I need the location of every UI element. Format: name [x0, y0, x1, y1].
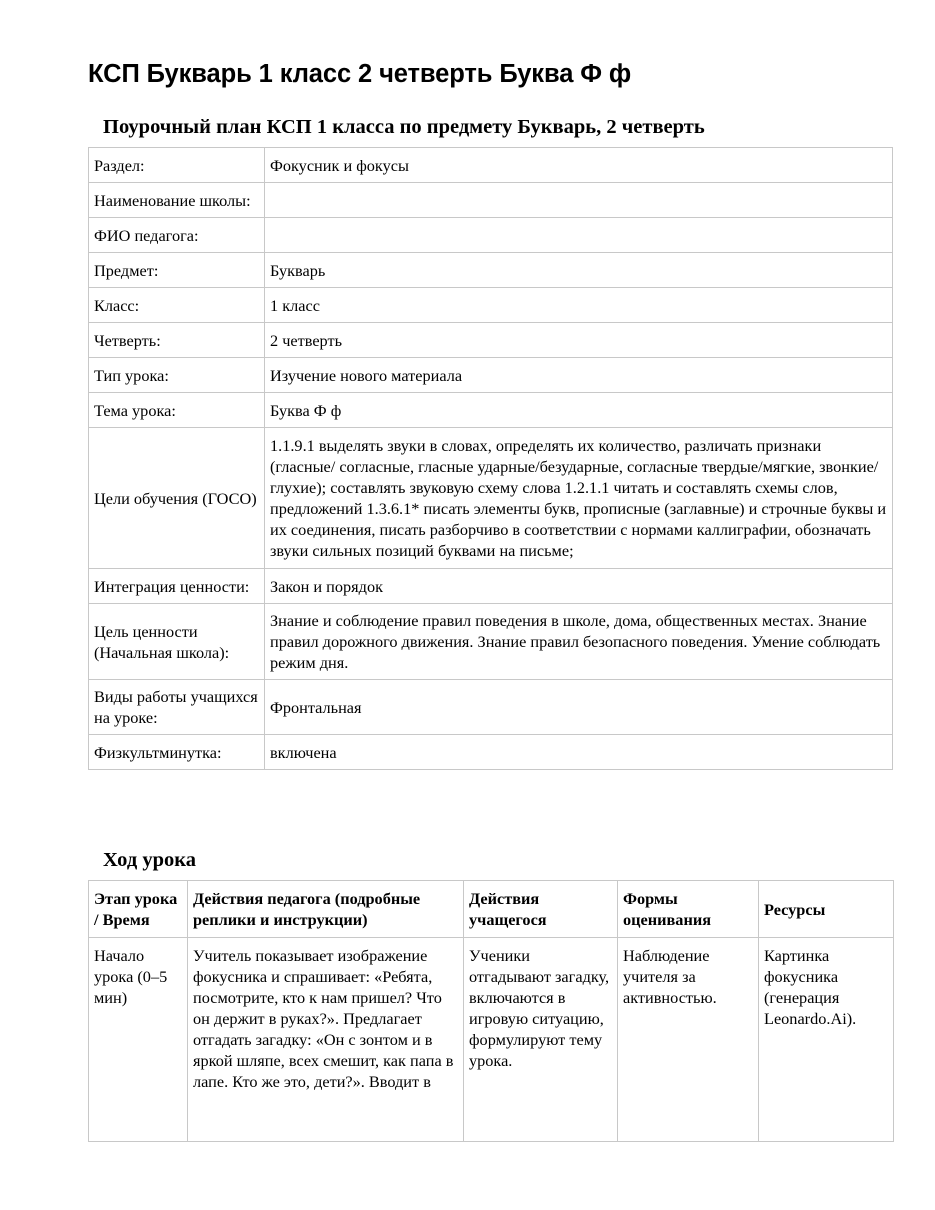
teacher-actions-cell: [188, 938, 464, 1142]
info-value: Закон и порядок: [265, 569, 893, 604]
header-teacher-actions: Действия педагога (подробные реплики и инструкции): [188, 881, 464, 938]
info-label: ФИО педагога:: [89, 218, 265, 253]
info-value: 1 класс: [265, 288, 893, 323]
info-value: [265, 218, 893, 253]
student-actions-cell: [464, 938, 618, 1142]
info-value: Фронтальная: [265, 680, 893, 735]
table-row: [89, 358, 893, 393]
table-row: [89, 735, 893, 770]
stage-text: Начало урока (0–5 мин): [94, 946, 168, 1007]
table-row: [89, 148, 893, 183]
table-row: [89, 183, 893, 218]
table-row: [89, 680, 893, 735]
info-label: Интеграция ценности:: [89, 569, 265, 604]
table-row: [89, 218, 893, 253]
info-label: Цели обучения (ГОСО): [89, 428, 265, 569]
lesson-progress-table: [88, 880, 894, 1142]
lesson-table-header-row: [89, 881, 894, 938]
info-value: включена: [265, 735, 893, 770]
info-label: Тип урока:: [89, 358, 265, 393]
info-label: Тема урока:: [89, 393, 265, 428]
header-resources: Ресурсы: [759, 881, 894, 938]
header-assessment: Формы оценивания: [618, 881, 759, 938]
header-stage: Этап урока / Время: [89, 881, 188, 938]
info-value: Изучение нового материала: [265, 358, 893, 393]
resources-text: Картинка фокусника (генерация Leonardo.Ai).: [764, 946, 857, 1028]
plan-subtitle: Поурочный план КСП 1 класса по предмету Букварь, 2 четверть: [103, 116, 705, 138]
info-value: Фокусник и фокусы: [265, 148, 893, 183]
info-value: [265, 183, 893, 218]
assessment-text: Наблюдение учителя за активностью.: [623, 946, 717, 1007]
info-value: Буква Ф ф: [265, 393, 893, 428]
header-student-actions: Действия учащегося: [464, 881, 618, 938]
info-label: Наименование школы:: [89, 183, 265, 218]
table-row: [89, 569, 893, 604]
info-label: Физкультминутка:: [89, 735, 265, 770]
table-row: [89, 428, 893, 569]
table-row: [89, 323, 893, 358]
table-row: [89, 938, 894, 1142]
table-row: [89, 393, 893, 428]
info-label: Предмет:: [89, 253, 265, 288]
info-label: Класс:: [89, 288, 265, 323]
info-label: Раздел:: [89, 148, 265, 183]
lesson-info-table: [88, 147, 893, 770]
info-value: Знание и соблюдение правил поведения в школе, дома, общественных местах. Знание правил дорожного движения. Знание правил безопасного поведения. Умение соблюдать режим дня.: [265, 604, 893, 680]
stage-cell: [89, 938, 188, 1142]
resources-cell: [759, 938, 894, 1142]
table-row: [89, 604, 893, 680]
student-actions-text: Ученики отгадывают загадку, включаются в игровую ситуацию, формулируют тему урока.: [469, 946, 610, 1070]
info-label: Виды работы учащихся на уроке:: [89, 680, 265, 735]
info-label: Четверть:: [89, 323, 265, 358]
teacher-actions-text: Учитель показывает изображение фокусника и спрашивает: «Ребята, посмотрите, кто к нам пришел? Что он держит в руках?». Предлагает отгадать загадку: «Он с зонтом и в яркой шляпе, всех смешит, как папа в лапе. Кто же это, дети?». Вводит в: [193, 946, 454, 1091]
info-value: Букварь: [265, 253, 893, 288]
lesson-progress-heading: Ход урока: [103, 849, 196, 871]
info-value: 2 четверть: [265, 323, 893, 358]
page-title: КСП Букварь 1 класс 2 четверть Буква Ф ф: [88, 60, 632, 88]
info-label: Цель ценности (Начальная школа):: [89, 604, 265, 680]
info-value: 1.1.9.1 выделять звуки в словах, определять их количество, различать признаки (гласные/ согласные, гласные ударные/безударные, согласные твердые/мягкие, звонкие/глухие); составлять звуковую схему слова 1.2.1.1 читать и составлять схемы слов, предложений 1.3.6.1* писать элементы букв, прописные (заглавные) и строчные буквы и их соединения, писать разборчиво в соответствии с нормами каллиграфии, обозначать звуки сильных позиций буквами на письме;: [265, 428, 893, 569]
table-row: [89, 253, 893, 288]
assessment-cell: [618, 938, 759, 1142]
table-row: [89, 288, 893, 323]
